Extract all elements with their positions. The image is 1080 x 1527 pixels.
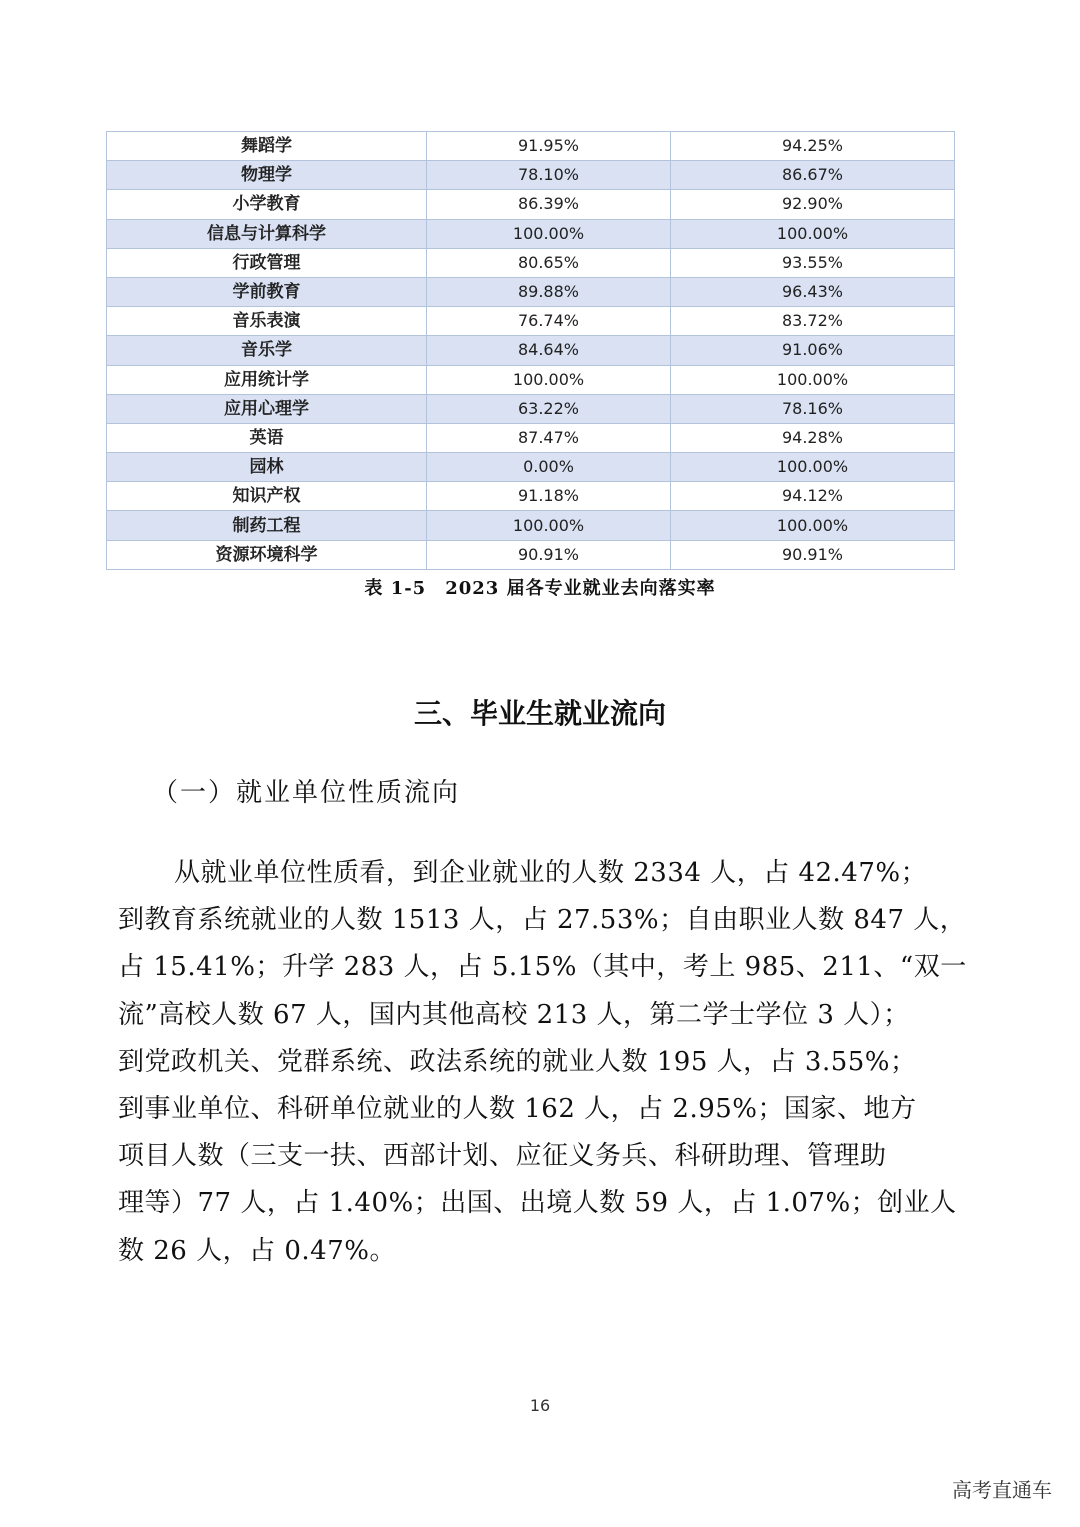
rate-cell-1: 78.10% [427,161,671,190]
rate-cell-1: 89.88% [427,277,671,306]
rate-cell-2: 94.25% [671,132,955,161]
major-cell: 行政管理 [107,248,427,277]
paragraph-line: 项目人数（三支一扶、西部计划、应征义务兵、科研助理、管理助 [118,1141,887,1172]
rate-cell-2: 93.55% [671,248,955,277]
watermark: 高考直通车 [952,1478,1052,1502]
major-cell: 资源环境科学 [107,540,427,569]
table-row [107,482,955,511]
table-row [107,336,955,365]
paragraph-line: 数 26 人，占 0.47%。 [118,1235,396,1266]
employment-rate-table [106,131,955,570]
rate-cell-1: 87.47% [427,423,671,452]
page-number: 16 [529,1396,551,1415]
rate-cell-1: 63.22% [427,394,671,423]
major-cell: 制药工程 [107,511,427,540]
rate-cell-2: 100.00% [671,365,955,394]
rate-cell-1: 91.18% [427,482,671,511]
major-cell: 应用统计学 [107,365,427,394]
table-row [107,248,955,277]
table-row [107,307,955,336]
rate-cell-1: 100.00% [427,219,671,248]
rate-cell-2: 78.16% [671,394,955,423]
rate-cell-1: 80.65% [427,248,671,277]
major-cell: 信息与计算科学 [107,219,427,248]
table-row [107,190,955,219]
major-cell: 物理学 [107,161,427,190]
rate-cell-2: 94.28% [671,423,955,452]
table-row [107,277,955,306]
rate-cell-1: 76.74% [427,307,671,336]
rate-cell-2: 92.90% [671,190,955,219]
paragraph-line: 到党政机关、党群系统、政法系统的就业人数 195 人，占 3.55%； [118,1046,917,1077]
paragraph-line: 占 15.41%；升学 283 人，占 5.15%（其中，考上 985、211、“双一 [118,952,967,983]
rate-cell-2: 86.67% [671,161,955,190]
paragraph-line: 到教育系统就业的人数 1513 人，占 27.53%；自由职业人数 847 人， [118,905,967,936]
rate-cell-1: 91.95% [427,132,671,161]
body-paragraph [118,850,968,1275]
table-row [107,161,955,190]
table-row [107,132,955,161]
rate-cell-2: 100.00% [671,453,955,482]
rate-cell-2: 100.00% [671,219,955,248]
major-cell: 小学教育 [107,190,427,219]
major-cell: 英语 [107,423,427,452]
major-cell: 音乐表演 [107,307,427,336]
rate-cell-2: 91.06% [671,336,955,365]
table-row [107,219,955,248]
rate-cell-1: 100.00% [427,511,671,540]
paragraph-line: 从就业单位性质看，到企业就业的人数 2334 人，占 42.47%； [174,858,928,888]
paragraph-line: 到事业单位、科研单位就业的人数 162 人，占 2.95%；国家、地方 [118,1094,917,1125]
paragraph-line: 流”高校人数 67 人，国内其他高校 213 人，第二学士学位 3 人）； [118,999,910,1030]
table-row [107,453,955,482]
major-cell: 学前教育 [107,277,427,306]
rate-cell-2: 96.43% [671,277,955,306]
table-row [107,540,955,569]
table-caption: 表 1-5 2023 届各专业就业去向落实率 [364,578,716,599]
section-title: 三、毕业生就业流向 [413,697,666,730]
major-cell: 音乐学 [107,336,427,365]
rate-cell-1: 100.00% [427,365,671,394]
table-row [107,394,955,423]
major-cell: 应用心理学 [107,394,427,423]
major-cell: 知识产权 [107,482,427,511]
major-cell: 舞蹈学 [107,132,427,161]
table-row [107,423,955,452]
rate-cell-2: 94.12% [671,482,955,511]
rate-cell-2: 90.91% [671,540,955,569]
paragraph-line: 理等）77 人，占 1.40%；出国、出境人数 59 人，占 1.07%；创业人 [118,1188,957,1219]
subsection-title: （一）就业单位性质流向 [152,778,461,808]
table-row [107,511,955,540]
rate-cell-1: 86.39% [427,190,671,219]
rate-cell-1: 84.64% [427,336,671,365]
major-cell: 园林 [107,453,427,482]
rate-cell-1: 0.00% [427,453,671,482]
table-row [107,365,955,394]
rate-cell-1: 90.91% [427,540,671,569]
rate-cell-2: 100.00% [671,511,955,540]
rate-cell-2: 83.72% [671,307,955,336]
